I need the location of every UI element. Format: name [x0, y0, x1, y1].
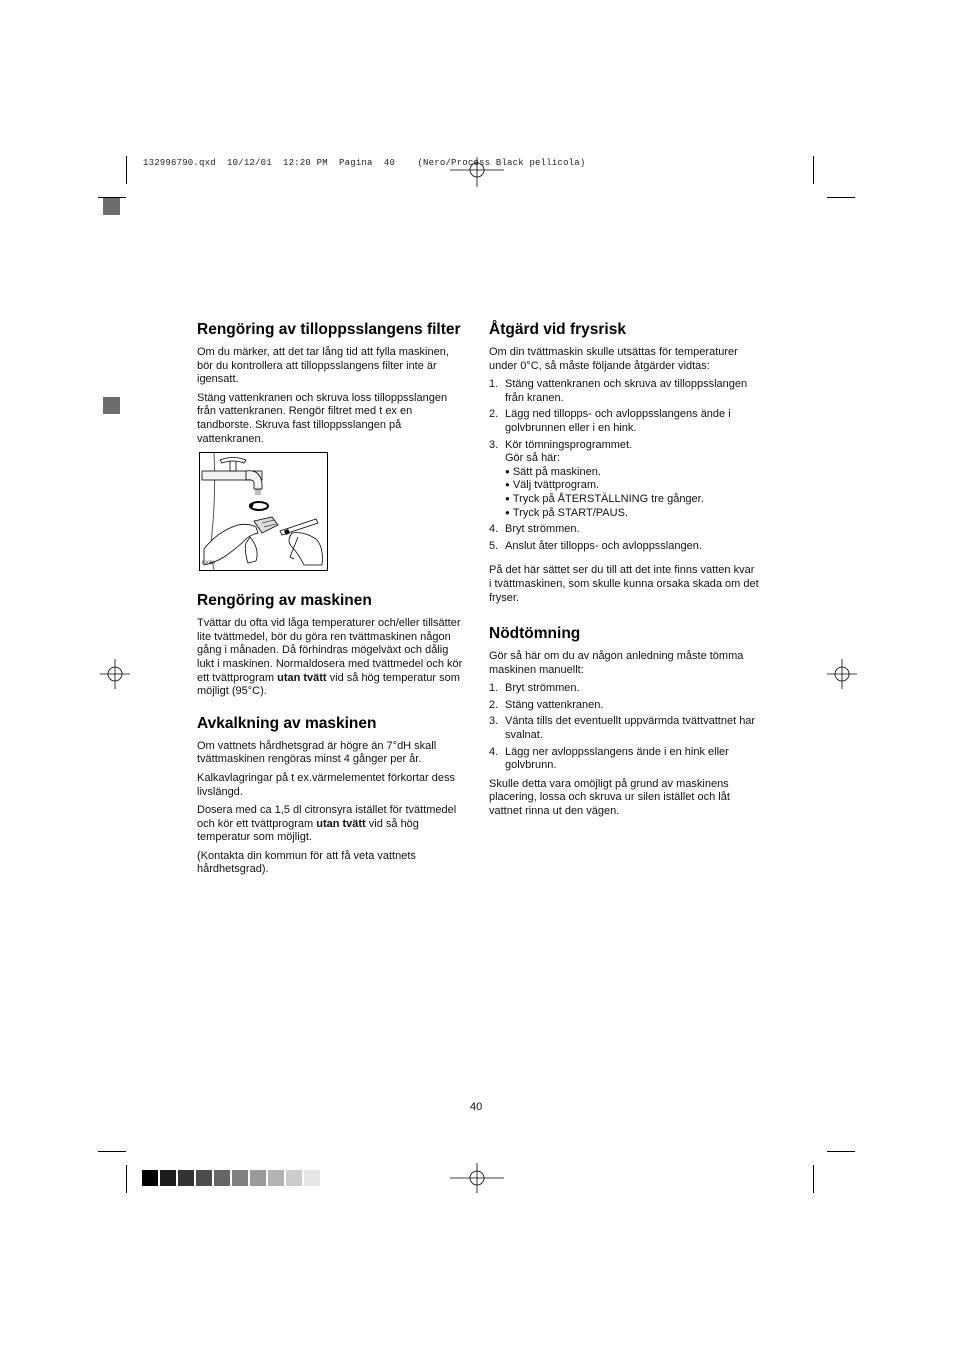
- bold-text: utan tvätt: [277, 671, 327, 684]
- gray-swatch: [250, 1170, 266, 1186]
- tap-hose-illustration-svg: [200, 453, 327, 570]
- list-number: 4.: [489, 523, 499, 536]
- section-title-emergency-drain: Nödtömning: [489, 625, 581, 643]
- section-title-frost-risk: Åtgärd vid frysrisk: [489, 321, 626, 338]
- list-number: 4.: [489, 745, 499, 758]
- section-title-inlet-filter: Rengöring av tilloppsslangens filter: [197, 321, 461, 338]
- gray-swatch: [232, 1170, 248, 1186]
- paragraph: Kalkavlagringar på t ex.värmelementet förkortar dess livslängd.: [197, 771, 456, 798]
- list-item: [489, 540, 759, 554]
- printer-slug: 132996790.qxd 10/12/01 12:20 PM Pagina 40 (Nero/Process Black pellicola): [143, 158, 586, 168]
- list-text: Kör tömningsprogrammet.: [505, 438, 633, 451]
- section-marker-square-2: [103, 397, 120, 414]
- paragraph: Om din tvättmaskin skulle utsättas för temperaturer under 0°C, så måste följande åtgärder vidtas:: [489, 346, 738, 372]
- crop-mark-bottom-right: [813, 1165, 814, 1193]
- gray-swatch: [304, 1170, 320, 1186]
- page-number: 40: [470, 1101, 483, 1113]
- section-title-cleaning-machine: Rengöring av maskinen: [197, 592, 372, 610]
- bullet-item: ● Välj tvättprogram.: [505, 479, 759, 493]
- paragraph: [197, 804, 467, 845]
- list-number: 1.: [489, 682, 499, 695]
- crop-mark-top-left: [126, 156, 127, 184]
- paragraph: [197, 617, 467, 699]
- tap-filter-illustration: [199, 452, 328, 571]
- gray-swatch: [286, 1170, 302, 1186]
- gray-swatch: [196, 1170, 212, 1186]
- list-item: [489, 378, 759, 405]
- crop-mark-bottom-right-h: [827, 1151, 855, 1152]
- list-text: Bryt strömmen.: [505, 682, 580, 695]
- paragraph: På det här sättet ser du till att det inte finns vatten kvar i tvättmaskinen, som skulle kunna orsaka skada om det fryser.: [489, 564, 759, 604]
- bullet-item: ● Sätt på maskinen.: [505, 466, 759, 480]
- list-item: [489, 746, 759, 773]
- registration-mark-top: [450, 157, 504, 187]
- text-run: vid så hög temperatur som möjligt.: [197, 817, 419, 844]
- text-run: vid så hög temperatur som möjligt (95°C).: [197, 671, 460, 698]
- list-number: 5.: [489, 539, 499, 552]
- right-column: [489, 320, 759, 824]
- text-run: Dosera med ca 1,5 dl citronsyra istället för tvättmedel och kör ett tvättprogram: [197, 804, 457, 830]
- list-item: [489, 715, 759, 742]
- list-text: Lägg ned tillopps- och avloppsslangens ände i golvbrunnen eller i en hink.: [505, 408, 731, 434]
- gray-swatch: [160, 1170, 176, 1186]
- list-text: Stäng vattenkranen och skruva av tilloppsslangen från kranen.: [505, 378, 748, 404]
- gray-swatch: [142, 1170, 158, 1186]
- crop-mark-top-right: [813, 156, 814, 184]
- list-item: [489, 439, 759, 521]
- figure-label: P1080: [202, 561, 215, 567]
- crop-mark-top-right-h: [827, 197, 855, 198]
- gray-swatch: [268, 1170, 284, 1186]
- paragraph: Stäng vattenkranen och skruva loss tilloppsslangen från vattenkranen. Rengör filtret med t ex en tandborste. Skruva fast tilloppsslangen på vattenkranen.: [197, 391, 448, 445]
- left-column: [197, 320, 467, 882]
- gray-swatch: [214, 1170, 230, 1186]
- bullet-list: [505, 466, 759, 520]
- list-number: 2.: [489, 408, 499, 421]
- list-item: [489, 408, 759, 435]
- section-title-descaling: Avkalkning av maskinen: [197, 714, 377, 732]
- list-number: 3.: [489, 438, 499, 451]
- drain-steps-list: [489, 682, 759, 773]
- crop-mark-bottom-left: [126, 1165, 127, 1193]
- paragraph: (Kontakta din kommun för att få veta vattnets hårdhetsgrad).: [197, 849, 416, 876]
- crop-mark-bottom-left-h: [98, 1151, 126, 1152]
- bullet-item: ● Tryck på START/PAUS.: [505, 507, 759, 521]
- registration-mark-bottom: [450, 1163, 504, 1193]
- list-text-block: [505, 439, 759, 521]
- sub-intro: Gör så här:: [505, 452, 561, 465]
- list-text: Stäng vattenkranen.: [505, 698, 604, 711]
- section-marker-square-1: [103, 198, 120, 215]
- list-number: 2.: [489, 698, 499, 711]
- gray-swatch: [178, 1170, 194, 1186]
- paragraph: Om du märker, att det tar lång tid att fylla maskinen, bör du kontrollera att tilloppsslangens filter inte är igensatt.: [197, 346, 449, 386]
- list-text: Anslut åter tillopps- och avloppsslangen.: [505, 539, 702, 552]
- list-item: [489, 699, 759, 713]
- bold-text: utan tvätt: [316, 817, 366, 830]
- list-text: Vänta tills det eventuellt uppvärmda tvättvattnet har svalnat.: [505, 715, 756, 742]
- list-item: [489, 523, 759, 537]
- list-number: 1.: [489, 378, 499, 391]
- list-number: 3.: [489, 715, 499, 728]
- paragraph: Gör så här om du av någon anledning måste tömma maskinen manuellt:: [489, 650, 744, 676]
- list-item: [489, 682, 759, 696]
- paragraph: Skulle detta vara omöjligt på grund av maskinens placering, lossa och skruva ur silen istället och låt vattnet rinna ut den vägen.: [489, 777, 730, 818]
- bullet-item: ● Tryck på ÅTERSTÄLLNING tre gånger.: [505, 493, 759, 507]
- text-run: Tvättar du ofta vid låga temperaturer och/eller tillsätter lite tvättmedel, bör du göra ren tvättmaskinen någon gång i månaden. Då förhindras mögelväxt och dålig lukt i maskinen. Normaldosera med tvättmedel och kör ett tvättprogram: [197, 617, 463, 684]
- paragraph: Om vattnets hårdhetsgrad är högre än 7°dH skall tvättmaskinen rengöras minst 4 gånger per år.: [197, 739, 437, 766]
- registration-mark-left: [100, 659, 130, 689]
- list-text: Bryt strömmen.: [505, 523, 580, 536]
- list-text: Lägg ner avloppsslangens ände i en hink eller golvbrunn.: [505, 745, 729, 772]
- frost-steps-list: [489, 378, 759, 553]
- registration-mark-right: [827, 659, 857, 689]
